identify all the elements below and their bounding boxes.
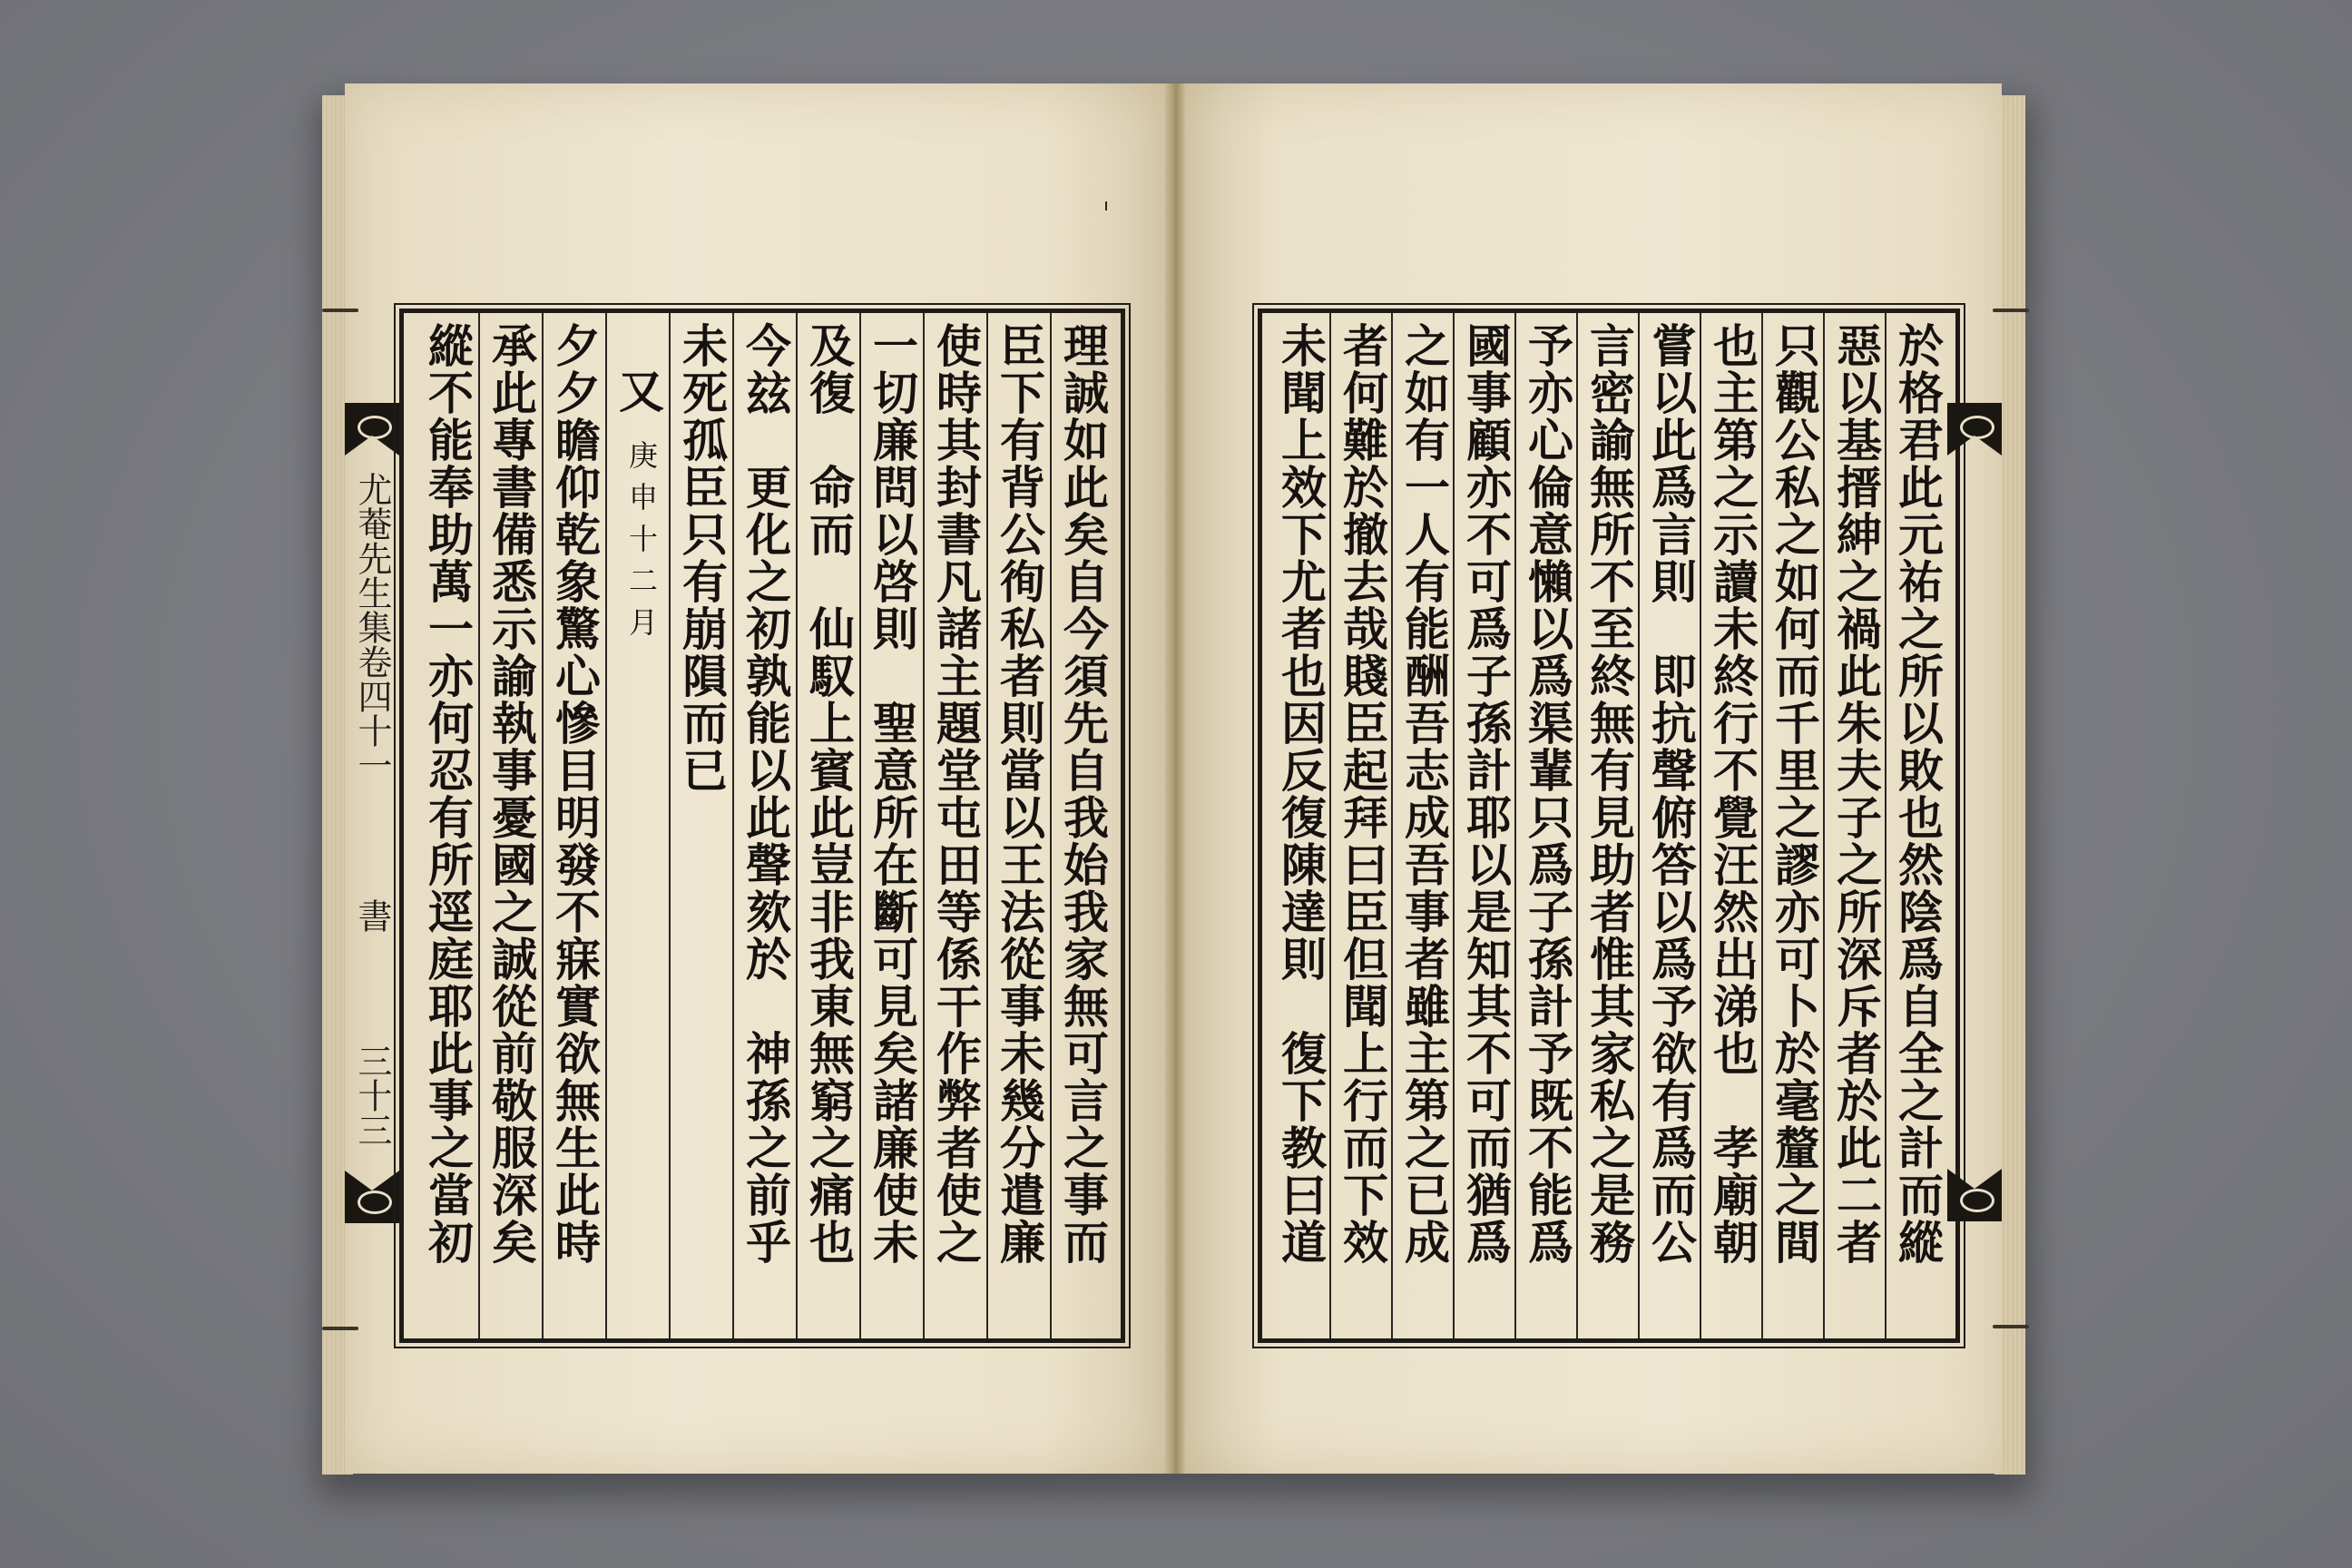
text-column: 使時其封書凡諸主題堂屯田等係干作弊者使之 <box>929 322 983 1266</box>
left-banxin <box>345 309 397 1334</box>
fish-tail-bottom-icon <box>1947 1169 2002 1221</box>
book-gutter <box>1165 83 1185 1474</box>
letter-heading: 又 <box>612 368 665 415</box>
text-column: 承此專書備悉示諭執事憂國之誠從前敬服深矣 <box>485 322 538 1266</box>
fish-tail-top-icon <box>1947 403 2002 456</box>
text-column: 於格君此元祐之所以敗也然陰爲自全之計而縱 <box>1891 322 1945 1266</box>
text-column: 今玆 更化之初孰能以此聲欬於 神孫之前乎 <box>739 322 792 1266</box>
banxin-category: 書 <box>352 898 392 933</box>
text-column: 一切廉問以啓則 聖意所在斷可見矣諸廉使未 <box>866 322 919 1266</box>
text-column: 只觀公私之如何而千里之謬亦可卜於毫釐之間 <box>1768 322 1821 1266</box>
text-column: 言密諭無所不至終無有見助者惟其家私之是務 <box>1583 322 1636 1266</box>
date-note: 庚申十二月 <box>624 440 659 649</box>
text-column: 也主第之示讀未終行不覺汪然出涕也 孝廟朝 <box>1706 322 1759 1266</box>
ink-mark <box>1105 201 1107 211</box>
text-column: 及復 命而 仙馭上賓此豈非我東無窮之痛也 <box>802 322 856 1266</box>
banxin-page-number: 三十三 <box>352 1044 392 1147</box>
fish-tail-top-icon <box>345 403 399 456</box>
text-column: 縱不能奉助萬一亦何忍有所逕庭耶此事之當初 <box>421 322 475 1266</box>
text-column: 臣下有背公徇私者則當以王法從事未幾分遣廉 <box>993 322 1046 1266</box>
right-banxin <box>1947 309 2000 1334</box>
text-column: 國事顧亦不可爲子孫計耶以是知其不可而猶爲 <box>1459 322 1513 1266</box>
text-column: 者何難於撤去哉賤臣起拜曰臣但聞上行而下效 <box>1336 322 1389 1266</box>
text-column: 惡以基搢紳之禍此朱夫子之所深斥者於此二者 <box>1829 322 1883 1266</box>
banxin-title: 尤菴先生集卷四十一 <box>352 472 392 782</box>
text-column: 予亦心倫意懶以爲渠輩只爲子孫計予既不能爲 <box>1521 322 1574 1266</box>
right-text-block <box>1258 309 1960 1343</box>
text-column: 之如有一人有能酬吾志成吾事者雖主第之已成 <box>1397 322 1451 1266</box>
text-column: 未死孤臣只有崩隕而已 <box>675 322 729 794</box>
text-column: 理誠如此矣自今須先自我始我家無可言之事而 <box>1056 322 1110 1266</box>
left-text-block <box>399 309 1125 1343</box>
text-column: 夕夕瞻仰乾象驚心慘目明發不寐實欲無生此時 <box>548 322 602 1266</box>
text-column: 嘗以此爲言則 即抗聲俯答以爲予欲有爲而公 <box>1644 322 1698 1266</box>
text-column: 未聞上效下尤者也因反復陳達則 復下教曰道 <box>1274 322 1328 1266</box>
